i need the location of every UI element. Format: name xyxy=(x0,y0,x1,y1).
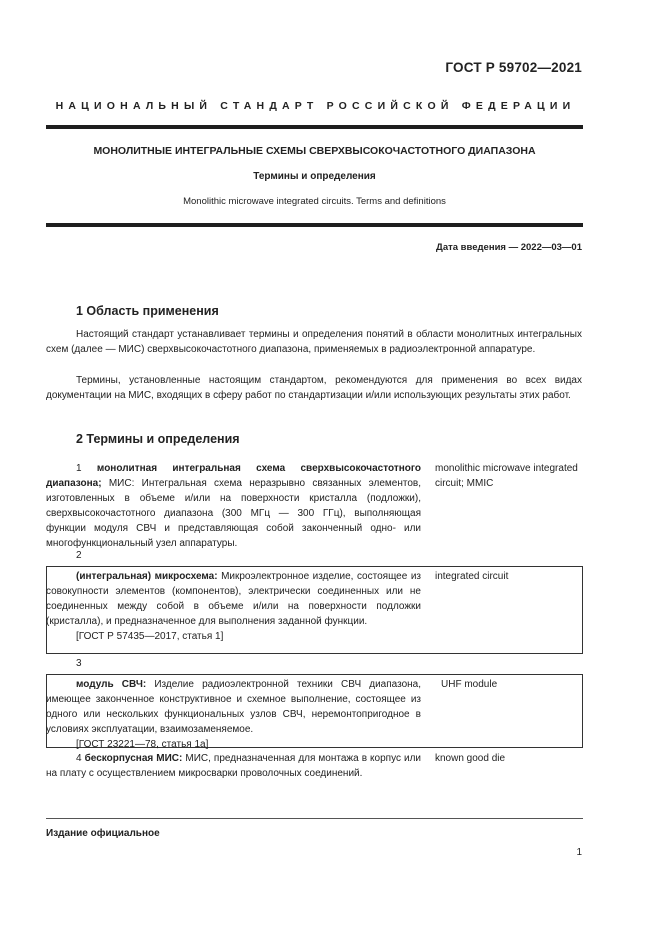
national-standard-banner: НАЦИОНАЛЬНЫЙ СТАНДАРТ РОССИЙСКОЙ ФЕДЕРАЦИИ xyxy=(55,100,576,112)
page-number: 1 xyxy=(576,847,582,858)
term-number-3: 3 xyxy=(76,658,82,669)
document-subtitle-ru: Термины и определения xyxy=(253,171,376,182)
section-2-heading: 2 Термины и определения xyxy=(76,432,240,446)
term-equivalent-2: integrated circuit xyxy=(435,571,509,582)
term-equivalent-3: UHF module xyxy=(441,679,498,690)
term-equivalent-4: known good die xyxy=(435,753,506,764)
term-entry-2: (интегральная) микросхема: Микроэлектронное изделие, состоящее из совокупности элементов (компонентов), электрически соединенных или не соединенных между собой в объеме и/или на поверхности подложки (кристалла), и предназначенное для выполнения заданной функции. [ГОСТ Р 57435—2017, статья 1] xyxy=(46,571,421,642)
official-edition-label: Издание официальное xyxy=(46,828,160,839)
term-number-2: 2 xyxy=(76,550,82,561)
section-1-paragraph-1: Настоящий стандарт устанавливает термины и определения понятий в области монолитных интегральных схем (далее — МИС) сверхвысокочастотного диапазона, применяемых в радиоэлектронной аппаратуре. xyxy=(46,329,582,355)
term-entry-3: модуль СВЧ: Изделие радиоэлектронной техники СВЧ диапазона, имеющее законченное конструктивное и схемное выполнение, состоящее из одного или нескольких функциональных узлов СВЧ, неремонтопригодное в условиях эксплуатации, взаимозаменяемое. [ГОСТ 23221—78, статья 1а] xyxy=(46,679,421,750)
term-equivalent-1: monolithic microwave integrated circuit; MMIC xyxy=(435,463,578,489)
footer-rule xyxy=(46,818,583,819)
term-reference-2: [ГОСТ Р 57435—2017, статья 1] xyxy=(76,631,224,642)
effective-date: Дата введения — 2022—03—01 xyxy=(436,242,582,253)
document-title-ru: МОНОЛИТНЫЕ ИНТЕГРАЛЬНЫЕ СХЕМЫ СВЕРХВЫСОКОЧАСТОТНОГО ДИАПАЗОНА xyxy=(93,145,536,157)
document-code: ГОСТ Р 59702—2021 xyxy=(445,60,582,75)
term-entry-4: 4 бескорпусная МИС: МИС, предназначенная для монтажа в корпус или на плату с осуществлением микросварки проволочных соединений. xyxy=(46,753,422,779)
bottom-rule xyxy=(46,223,583,227)
section-1-paragraph-2: Термины, установленные настоящим стандартом, рекомендуются для применения во всех видах документации на МИС, входящих в сферу работ по стандартизации и/или использующих результаты этих работ. xyxy=(46,375,582,401)
term-reference-3: [ГОСТ 23221—78, статья 1а] xyxy=(76,739,209,750)
document-title-en: Monolithic microwave integrated circuits. Terms and definitions xyxy=(183,196,446,207)
section-1-heading: 1 Область применения xyxy=(76,304,219,318)
term-entry-1: 1 монолитная интегральная схема сверхвысокочастотного диапазона; МИС: Интегральная схема неразрывно связанных элементов, изготовленных в объеме и/или на поверхности кристалла (подложки), сверхвысокочастотного диапазона (300 МГц — 300 ГГц), выполняющая функции модуля СВЧ и представляющая собой законченный одно- или многофункциональный узел аппаратуры. xyxy=(46,463,422,549)
top-rule xyxy=(46,125,583,129)
